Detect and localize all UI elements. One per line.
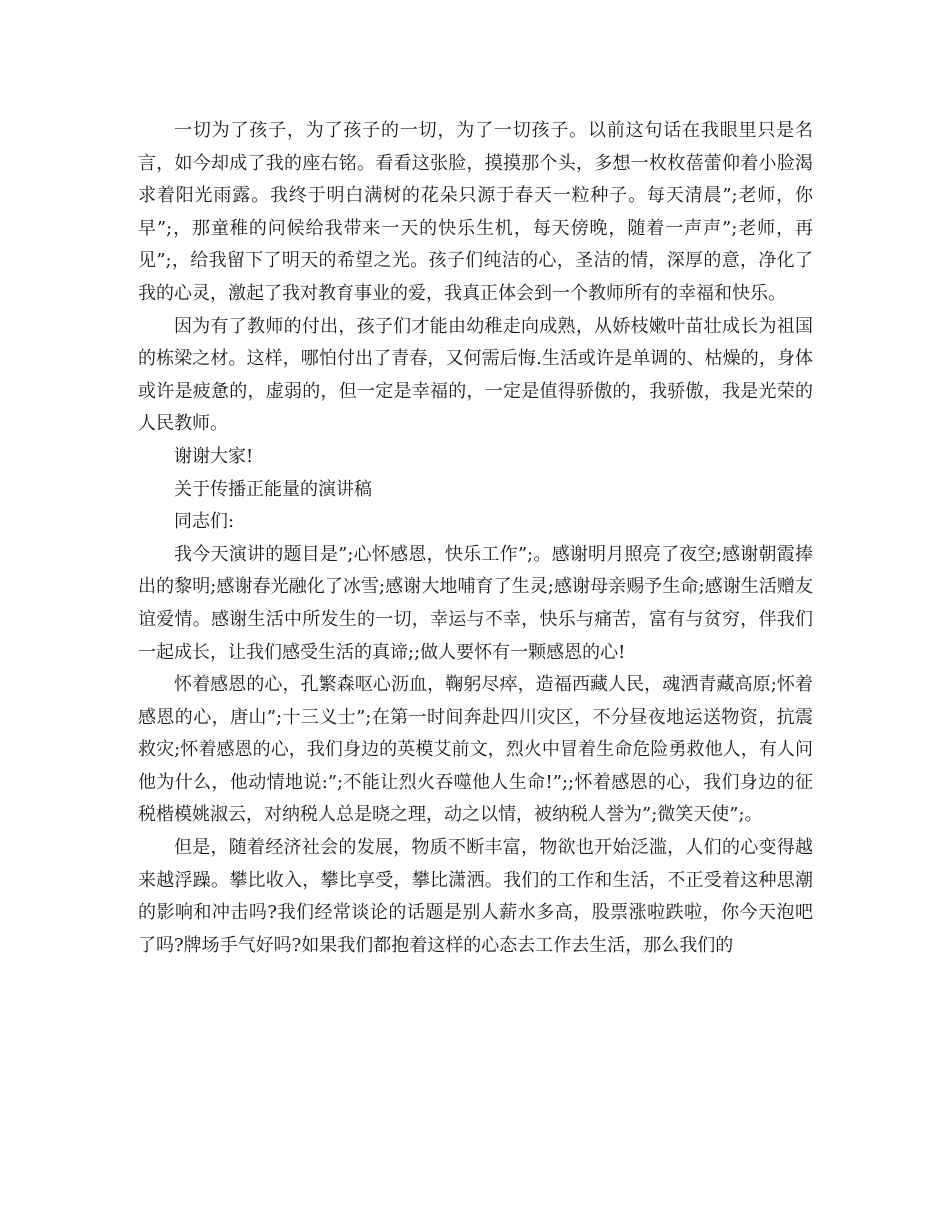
speech-title: 关于传播正能量的演讲稿	[174, 478, 372, 500]
paragraph: 一切为了孩子，为了孩子的一切，为了一切孩子。以前这句话在我眼里只是名言，如今却成了我的座右铭。看看这张脸，摸摸那个头，多想一枚枚蓓蕾仰着小脸渴求着阳光雨露。我终于明白满树的花朵只源于春天一粒种子。每天清晨”;老师，你早”;，那童稚的问候给我带来一天的快乐生机，每天傍晚，随着一声声”;老师，再见”;，给我留下了明天的希望之光。孩子们纯洁的心，圣洁的情，深厚的意，净化了我的心灵，激起了我对教育事业的爱，我真正体会到一个教师所有的幸福和快乐。	[138, 120, 813, 304]
closing-thanks: 谢谢大家!	[174, 445, 254, 467]
paragraph: 怀着感恩的心，孔繁森呕心沥血，鞠躬尽瘁，造福西藏人民，魂洒青藏高原;怀着感恩的心，唐山”;十三义士”;在第一时间奔赴四川灾区，不分昼夜地运送物资，抗震救灾;怀着感恩的心，我们身边的英模艾前文，烈火中冒着生命危险勇救他人，有人问他为什么，他动情地说:”;不能让烈火吞噬他人生命!”;;怀着感恩的心，我们身边的征税楷模姚淑云，对纳税人总是晓之理，动之以情，被纳税人誉为”;微笑天使”;。	[138, 674, 813, 826]
paragraph: 我今天演讲的题目是”;心怀感恩，快乐工作”;。感谢明月照亮了夜空;感谢朝霞捧出的黎明;感谢春光融化了冰雪;感谢大地哺育了生灵;感谢母亲赐予生命;感谢生活赠友谊爱情。感谢生活中所发生的一切，幸运与不幸，快乐与痛苦，富有与贫穷，伴我们一起成长，让我们感受生活的真谛;;做人要怀有一颗感恩的心!	[138, 543, 813, 663]
paragraph: 但是，随着经济社会的发展，物质不断丰富，物欲也开始泛滥，人们的心变得越来越浮躁。攀比收入，攀比享受，攀比潇洒。我们的工作和生活，不正受着这种思潮的影响和冲击吗?我们经常谈论的话题是别人薪水多高，股票涨啦跌啦，你今天泡吧了吗?牌场手气好吗?如果我们都抱着这样的心态去工作去生活，那么我们的	[138, 837, 813, 956]
paragraph: 因为有了教师的付出，孩子们才能由幼稚走向成熟，从娇枝嫩叶苗壮成长为祖国的栋梁之材。这样，哪怕付出了青春，又何需后悔.生活或许是单调的、枯燥的，身体或许是疲惫的，虚弱的，但一定是幸福的，一定是值得骄傲的，我骄傲，我是光荣的人民教师。	[138, 315, 813, 435]
salutation: 同志们:	[174, 511, 235, 533]
document-body	[138, 115, 813, 962]
